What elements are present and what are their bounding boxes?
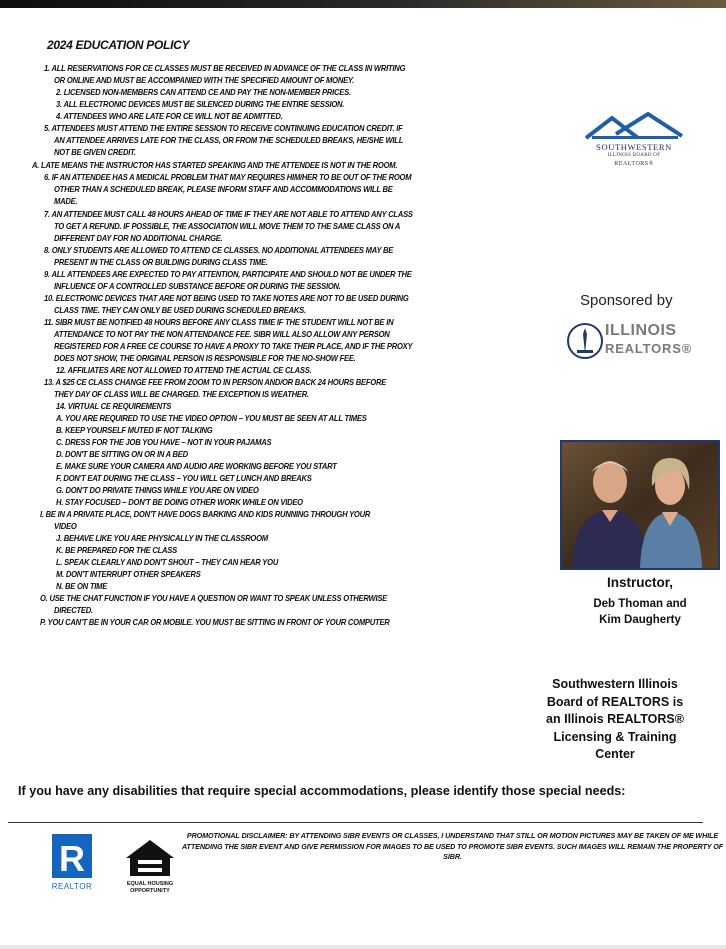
policy-line: NOT BE GIVEN CREDIT.	[54, 148, 136, 157]
policy-line: CLASS TIME. THEY CAN ONLY BE USED DURING SCHEDULED BREAKS.	[54, 306, 306, 315]
policy-line: K. BE PREPARED FOR THE CLASS	[56, 546, 177, 555]
sw-logo-line1: SOUTHWESTERN	[596, 142, 672, 152]
eho-caption-line1: EQUAL HOUSING	[126, 881, 174, 887]
policy-line: 1. ALL RESERVATIONS FOR CE CLASSES MUST BE RECEIVED IN ADVANCE OF THE CLASS IN WRITING	[44, 64, 406, 73]
sw-logo-line3: REALTORS®	[614, 161, 654, 167]
statement-line: Board of REALTORS is	[546, 694, 684, 709]
sw-logo-line2: ILLINOIS BOARD OF	[607, 153, 661, 158]
policy-line: 5. ATTENDEES MUST ATTEND THE ENTIRE SESSION TO RECEIVE CONTINUING EDUCATION CREDIT. IF	[44, 124, 403, 133]
realtor-r-logo	[48, 832, 96, 892]
statement-line: Center	[595, 747, 635, 761]
policy-line: 3. ALL ELECTRONIC DEVICES MUST BE SILENCED DURING THE ENTIRE SESSION.	[56, 100, 345, 109]
policy-line: P. YOU CAN'T BE IN YOUR CAR OR MOBILE. YOU MUST BE SITTING IN FRONT OF YOUR COMPUTER	[40, 618, 390, 627]
realtor-caption: REALTOR	[51, 882, 93, 891]
instructor-name-line1: Deb Thoman and	[593, 598, 687, 610]
policy-line: 14. VIRTUAL CE REQUIREMENTS	[56, 402, 172, 411]
page-title: 2024 EDUCATION POLICY	[47, 38, 190, 52]
policy-line: DOES NOT SHOW, THE ORIGINAL PERSON IS RESPONSIBLE FOR THE NO-SHOW FEE.	[54, 354, 356, 363]
policy-line: OR ONLINE AND MUST BE ACCOMPANIED WITH THE SPECIFIED AMOUNT OF MONEY.	[54, 76, 354, 85]
promotional-disclaimer: PROMOTIONAL DISCLAIMER: BY ATTENDING SIBR EVENTS OR CLASSES, I UNDERSTAND THAT STILL OR MOTION PICTURES MAY BE TAKEN OF ME WHILE ATTENDING THE SIBR EVENT AND GIVE PERMISSION FOR IMAGES TO BE USED TO PROMOTE SIBR EVENTS. SUCH IMAGES WILL REMAIN THE PROPERTY OF SIBR.	[181, 831, 724, 861]
licensing-center-statement	[530, 676, 700, 764]
sponsored-by-label: Sponsored by	[580, 292, 673, 309]
realtor-r-letter: R	[59, 838, 85, 879]
policy-line: A. LATE MEANS THE INSTRUCTOR HAS STARTED SPEAKING AND THE ATTENDEE IS NOT IN THE ROOM.	[32, 161, 398, 170]
equal-housing-opportunity-logo	[118, 832, 182, 894]
disability-accommodations-prompt: If you have any disabilities that require special accommodations, please identify those special needs:	[18, 784, 626, 798]
policy-line: OTHER THAN A SCHEDULED BREAK, PLEASE INFORM STAFF AND ACCOMMODATIONS WILL BE	[54, 185, 393, 194]
statement-line: an Illinois REALTORS®	[546, 712, 684, 726]
policy-line: C. DRESS FOR THE JOB YOU HAVE – NOT IN YOUR PAJAMAS	[56, 438, 272, 447]
policy-line: THEY DAY OF CLASS WILL BE CHARGED. THE EXCEPTION IS WEATHER.	[54, 390, 309, 399]
policy-line: 11. SIBR MUST BE NOTIFIED 48 HOURS BEFORE ANY CLASS TIME IF THE STUDENT WILL NOT BE IN	[44, 318, 394, 327]
illinois-logo-word2: REALTORS®	[605, 341, 693, 356]
policy-line: A. YOU ARE REQUIRED TO USE THE VIDEO OPTION – YOU MUST BE SEEN AT ALL TIMES	[56, 414, 367, 423]
policy-line: VIDEO	[54, 522, 77, 531]
policy-line: 12. AFFILIATES ARE NOT ALLOWED TO ATTEND THE ACTUAL CE CLASS.	[56, 366, 312, 375]
policy-line: 7. AN ATTENDEE MUST CALL 48 HOURS AHEAD OF TIME IF THEY ARE NOT ABLE TO ATTEND ANY CLASS	[44, 210, 413, 219]
policy-line: INFLUENCE OF A CONTROLLED SUBSTANCE BEFORE OR DURING THE SESSION.	[54, 282, 341, 291]
policy-line: 4. ATTENDEES WHO ARE LATE FOR CE WILL NOT BE ADMITTED.	[56, 112, 283, 121]
statement-line: Southwestern Illinois	[552, 677, 678, 691]
instructors-photo	[560, 440, 720, 570]
policy-line: D. DON'T BE SITTING ON OR IN A BED	[56, 450, 188, 459]
instructor-label: Instructor,	[606, 575, 673, 590]
policy-line: TO GET A REFUND. IF POSSIBLE, THE ASSOCIATION WILL MOVE THEM TO THE SAME CLASS ON A	[54, 222, 401, 231]
top-banner-strip	[0, 0, 726, 8]
policy-line: 8. ONLY STUDENTS ARE ALLOWED TO ATTEND CE CLASSES. NO ADDITIONAL ATTENDEES MAY BE	[44, 246, 394, 255]
illinois-logo-word1: ILLINOIS	[605, 322, 677, 339]
policy-line: DIRECTED.	[54, 606, 93, 615]
policy-line: I. BE IN A PRIVATE PLACE, DON'T HAVE DOGS BARKING AND KIDS RUNNING THROUGH YOUR	[40, 510, 371, 519]
policy-line: AN ATTENDEE ARRIVES LATE FOR THE CLASS, OR FROM THE SCHEDULED BREAKS, HE/SHE WILL	[54, 136, 404, 145]
policy-line: G. DON'T DO PRIVATE THINGS WHILE YOU ARE ON VIDEO	[56, 486, 259, 495]
statement-line: Licensing & Training	[553, 729, 677, 744]
policy-line: L. SPEAK CLEARLY AND DON'T SHOUT – THEY CAN HEAR YOU	[56, 558, 279, 567]
policy-line: O. USE THE CHAT FUNCTION IF YOU HAVE A QUESTION OR WANT TO SPEAK UNLESS OTHERWISE	[40, 594, 388, 603]
policy-line: M. DON'T INTERRUPT OTHER SPEAKERS	[56, 570, 201, 579]
instructor-name-line2: Kim Daugherty	[599, 614, 681, 626]
policy-line: B. KEEP YOURSELF MUTED IF NOT TALKING	[56, 426, 213, 435]
policy-line: REGISTERED FOR A FREE CE COURSE TO HAVE A PROXY TO TAKE THEIR PLACE, AND IF THE PROXY	[54, 342, 413, 351]
policy-line: 10. ELECTRONIC DEVICES THAT ARE NOT BEING USED TO TAKE NOTES ARE NOT TO BE USED DURING	[44, 294, 409, 303]
policy-line: 9. ALL ATTENDEES ARE EXPECTED TO PAY ATTENTION, PARTICIPATE AND SHOULD NOT BE UNDER THE	[44, 270, 412, 279]
instructor-names	[570, 596, 710, 628]
policy-line: 13. A $25 CE CLASS CHANGE FEE FROM ZOOM TO IN PERSON AND/OR BACK 24 HOURS BEFORE	[44, 378, 387, 387]
policy-line: PRESENT IN THE CLASS OR BUILDING DURING CLASS TIME.	[54, 258, 268, 267]
policy-line: 6. IF AN ATTENDEE HAS A MEDICAL PROBLEM THAT MAY REQUIRES HIM/HER TO BE OUT OF THE ROOM	[44, 173, 412, 182]
policy-line: DIFFERENT DAY FOR NO ADDITIONAL CHARGE.	[54, 234, 223, 243]
policy-line: ATTENDANCE TO NOT PAY THE NON ATTENDANCE FEE. SIBR WILL ALSO ALLOW ANY PERSON	[54, 330, 390, 339]
policy-line: E. MAKE SURE YOUR CAMERA AND AUDIO ARE WORKING BEFORE YOU START	[56, 462, 337, 471]
policy-line: 2. LICENSED NON-MEMBERS CAN ATTEND CE AND PAY THE NON-MEMBER PRICES.	[56, 88, 351, 97]
divider-line	[8, 822, 703, 823]
bottom-strip	[0, 945, 726, 949]
policy-line: H. STAY FOCUSED – DON'T BE DOING OTHER WORK WHILE ON VIDEO	[56, 498, 303, 507]
policy-line: F. DON'T EAT DURING THE CLASS – YOU WILL GET LUNCH AND BREAKS	[56, 474, 312, 483]
policy-line: J. BEHAVE LIKE YOU ARE PHYSICALLY IN THE CLASSROOM	[56, 534, 268, 543]
eho-caption-line2: OPPORTUNITY	[130, 888, 170, 894]
policy-line: N. BE ON TIME	[56, 582, 108, 591]
policy-line: MADE.	[54, 197, 78, 206]
